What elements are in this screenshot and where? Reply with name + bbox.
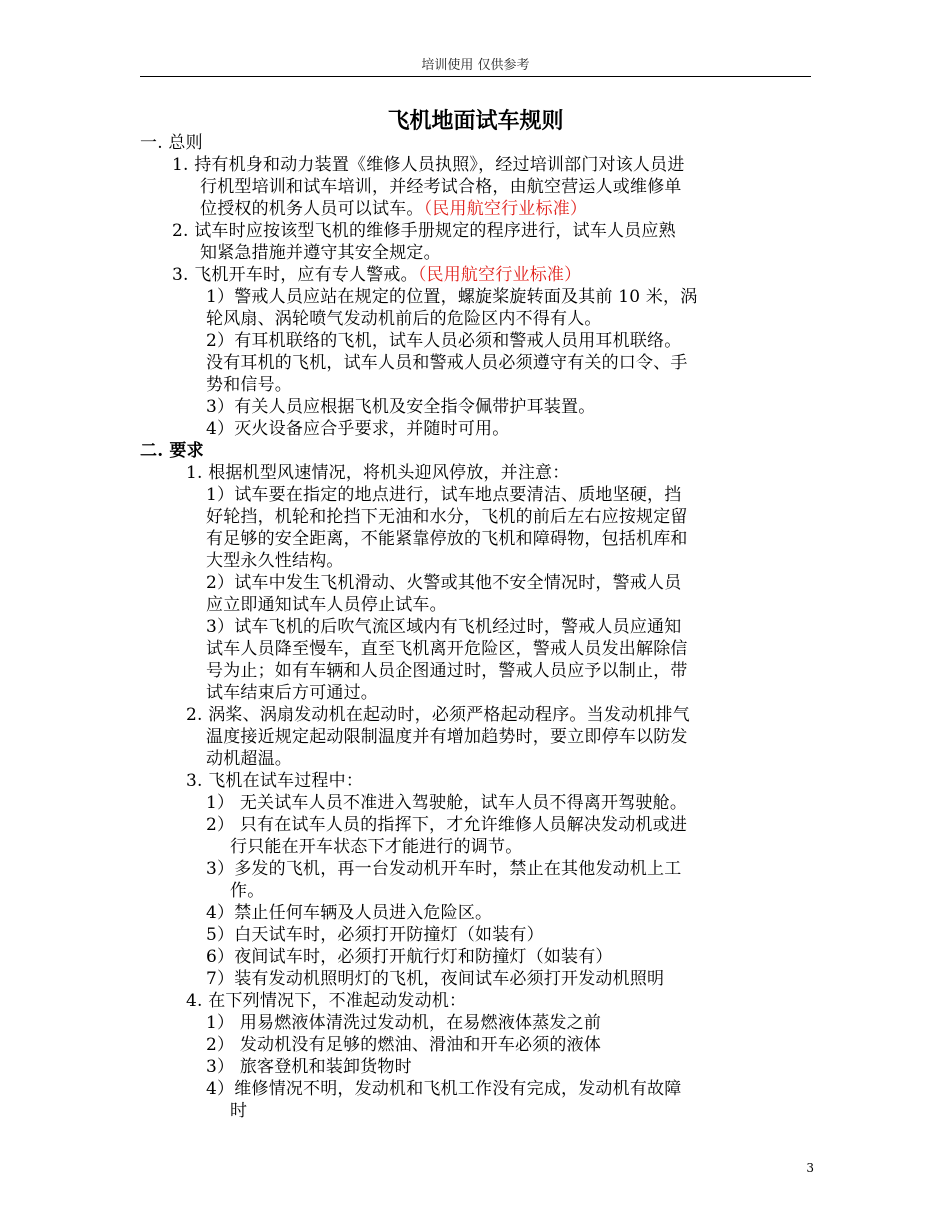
paragraph-line: 应立即通知试车人员停止试车。: [206, 595, 447, 615]
paragraph-line: 有足够的安全距离，不能紧靠停放的飞机和障碍物，包括机库和: [206, 529, 688, 549]
document-title: 飞机地面试车规则: [387, 109, 564, 134]
paragraph-text: 3. 飞机开车时，应有专人警戒。: [172, 265, 418, 285]
paragraph-line: 1） 用易燃液体清洗过发动机，在易燃液体蒸发之前: [206, 1013, 602, 1033]
paragraph-line: 4）灭火设备应合乎要求，并随时可用。: [206, 419, 510, 439]
paragraph-line: 5）白天试车时，必须打开防撞灯（如装有）: [206, 925, 544, 945]
paragraph-line: [172, 264, 581, 286]
page-header: 培训使用 仅供参考: [421, 58, 530, 73]
paragraph-line: 试车结束后方可通过。: [206, 683, 378, 703]
paragraph-line: 号为止；如有车辆和人员企图通过时，警戒人员应予以制止，带: [206, 661, 688, 681]
paragraph-line: 2）试车中发生飞机滑动、火警或其他不安全情况时，警戒人员: [206, 573, 682, 593]
paragraph-line: 4）维修情况不明，发动机和飞机工作没有完成，发动机有故障: [206, 1079, 682, 1099]
paragraph-line: 作。: [230, 881, 265, 901]
paragraph-line: 2. 涡桨、涡扇发动机在起动时，必须严格起动程序。当发动机排气: [186, 705, 690, 725]
paragraph-line: 3） 旅客登机和装卸货物时: [206, 1057, 412, 1077]
section-heading-general: 一. 总则: [140, 133, 203, 153]
header-divider: [140, 76, 811, 77]
paragraph-line: 温度接近规定起动限制温度并有增加趋势时，要立即停车以防发: [206, 727, 688, 747]
paragraph-line: 大型永久性结构。: [206, 551, 344, 571]
paragraph-line: 1）试车要在指定的地点进行，试车地点要清洁、质地坚硬，挡: [206, 485, 682, 505]
paragraph-line: 1. 根据机型风速情况，将机头迎风停放，并注意：: [186, 463, 570, 483]
paragraph-line: 3）有关人员应根据飞机及安全指令佩带护耳装置。: [206, 397, 596, 417]
paragraph-line: 1） 无关试车人员不准进入驾驶舱，试车人员不得离开驾驶舱。: [206, 793, 688, 813]
paragraph-line: 2） 只有在试车人员的指挥下，才允许维修人员解决发动机或进: [206, 815, 688, 835]
paragraph-line: [200, 198, 587, 220]
paragraph-line: 2. 试车时应按该型飞机的维修手册规定的程序进行，试车人员应熟: [172, 221, 676, 241]
paragraph-line: 试车人员降至慢车，直至飞机离开危险区，警戒人员发出解除信: [206, 639, 688, 659]
paragraph-line: 行机型培训和试车培训，并经考试合格，由航空营运人或维修单: [200, 177, 682, 197]
paragraph-line: 势和信号。: [206, 375, 292, 395]
paragraph-line: 4）禁止任何车辆及人员进入危险区。: [206, 903, 493, 923]
paragraph-line: 2） 发动机没有足够的燃油、滑油和开车必须的液体: [206, 1035, 602, 1055]
paragraph-line: 动机超温。: [206, 749, 292, 769]
paragraph-line: 知紧急措施并遵守其安全规定。: [200, 243, 441, 263]
standard-reference: （民用航空行业标准）: [417, 265, 582, 285]
paragraph-line: 3. 飞机在试车过程中：: [186, 771, 364, 791]
paragraph-line: 6）夜间试车时，必须打开航行灯和防撞灯（如装有）: [206, 947, 613, 967]
paragraph-line: 7）装有发动机照明灯的飞机，夜间试车必须打开发动机照明: [206, 969, 665, 989]
paragraph-line: 3）多发的飞机，再一台发动机开车时，禁止在其他发动机上工: [206, 859, 682, 879]
paragraph-line: 1）警戒人员应站在规定的位置，螺旋桨旋转面及其前 10 米，涡: [206, 287, 698, 307]
section-heading-requirements: 二. 要求: [140, 441, 204, 461]
page-number: 3: [806, 1161, 814, 1175]
paragraph-line: 3）试车飞机的后吹气流区域内有飞机经过时，警戒人员应通知: [206, 617, 682, 637]
paragraph-line: 1. 持有机身和动力装置《维修人员执照》，经过培训部门对该人员进: [172, 155, 685, 175]
paragraph-line: 2）有耳机联络的飞机，试车人员必须和警戒人员用耳机联络。: [206, 331, 682, 351]
paragraph-line: 好轮挡，机轮和抡挡下无油和水分，飞机的前后左右应按规定留: [206, 507, 688, 527]
paragraph-text: 位授权的机务人员可以试车。: [200, 199, 424, 219]
standard-reference: （民用航空行业标准）: [423, 199, 588, 219]
paragraph-line: 没有耳机的飞机，试车人员和警戒人员必须遵守有关的口令、手: [206, 353, 688, 373]
paragraph-line: 4. 在下列情况下，不准起动发动机：: [186, 991, 467, 1011]
paragraph-line: 时: [230, 1101, 248, 1121]
paragraph-line: 轮风扇、涡轮喷气发动机前后的危险区内不得有人。: [206, 309, 602, 329]
paragraph-line: 行只能在开车状态下才能进行的调节。: [230, 837, 523, 857]
